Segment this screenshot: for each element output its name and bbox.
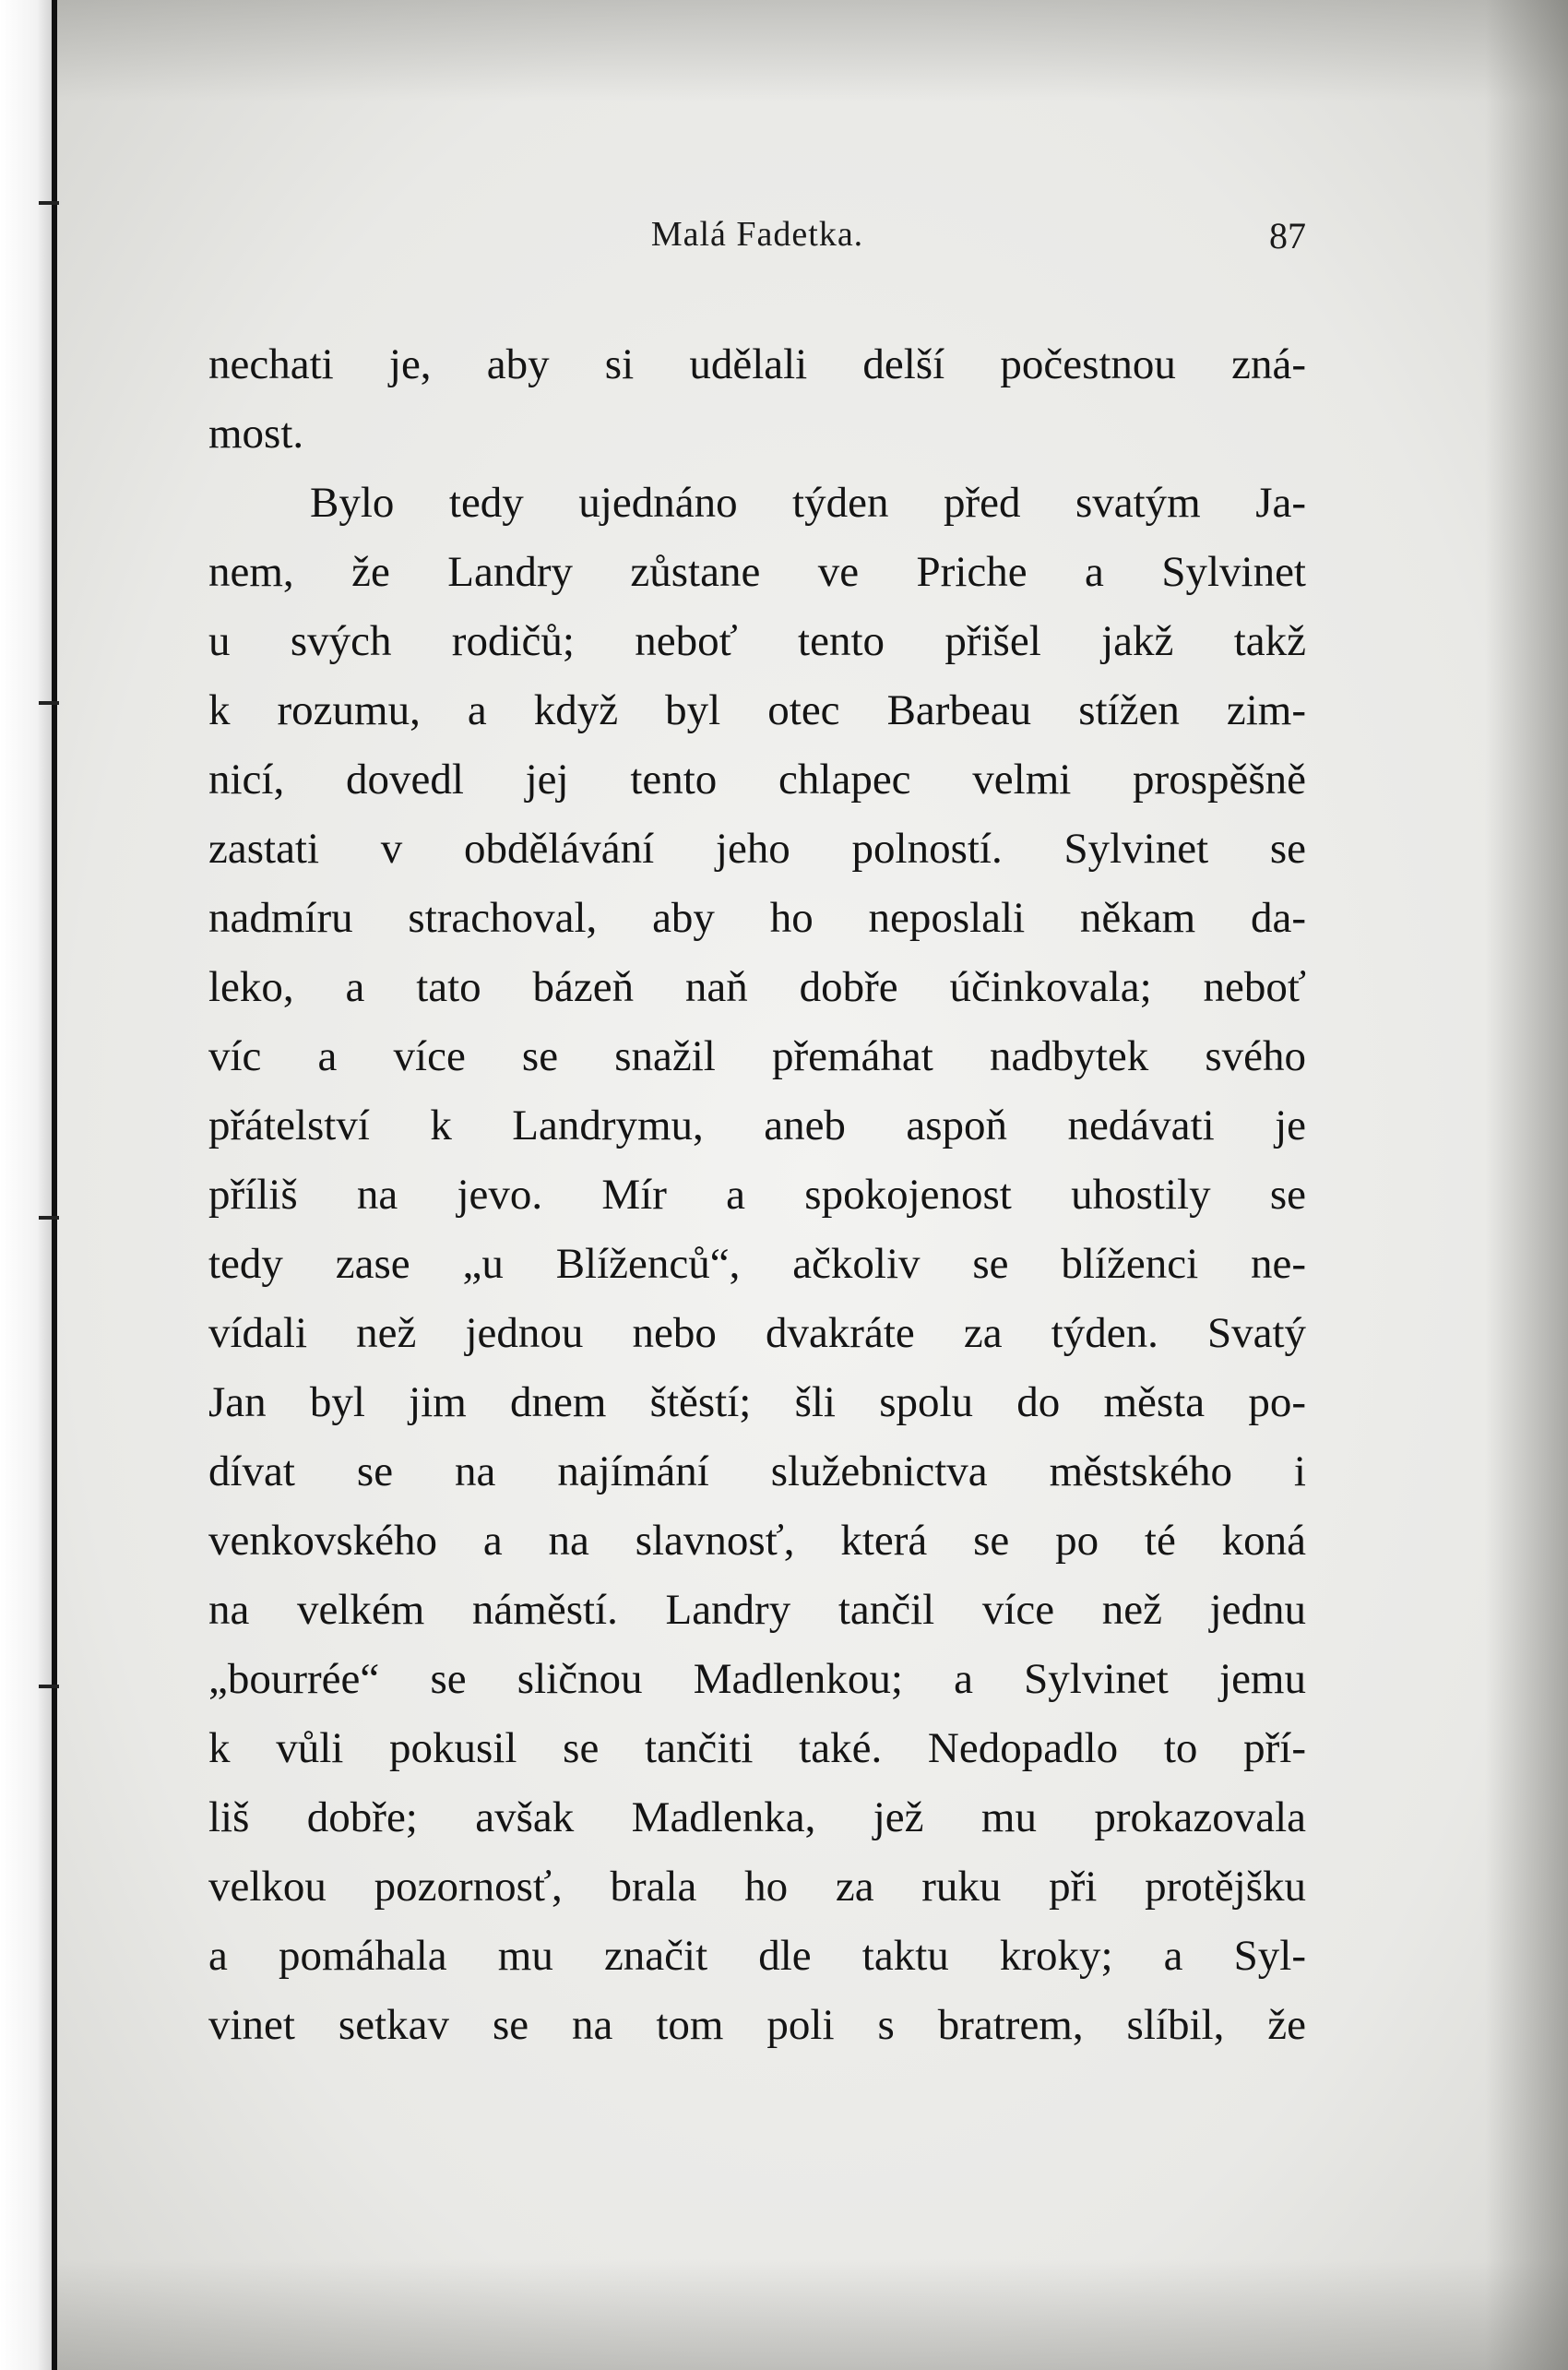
- text-line: nem, že Landry zůstane ve Priche a Sylvinet: [208, 548, 1306, 596]
- text-line: leko, a tato bázeň naň dobře účinkovala; neboť: [208, 963, 1306, 1011]
- book-binding-edge: [0, 0, 57, 2370]
- text-line: zastati v obdělávání jeho polností. Sylvinet se: [208, 825, 1306, 873]
- page-number: 87: [1269, 215, 1306, 256]
- text-line: tedy zase „u Blíženců“, ačkoliv se blíženci ne-: [208, 1240, 1306, 1288]
- text-line: nadmíru strachoval, aby ho neposlali někam da-: [208, 894, 1306, 942]
- text-line: vinet setkav se na tom poli s bratrem, slíbil, že: [208, 2001, 1306, 2049]
- text-line: u svých rodičů; neboť tento přišel jakž takž: [208, 617, 1306, 665]
- text-line: na velkém náměstí. Landry tančil více než jednu: [208, 1586, 1306, 1634]
- scan-shadow-top: [57, 0, 1568, 101]
- page-header: [208, 214, 1306, 269]
- text-line: přátelství k Landrymu, aneb aspoň nedávati je: [208, 1102, 1306, 1149]
- binding-mark: [39, 1216, 59, 1220]
- text-line: liš dobře; avšak Madlenka, jež mu prokazovala: [208, 1793, 1306, 1841]
- book-spine-line: [52, 0, 57, 2370]
- text-line: dívat se na najímání služebnictva městského i: [208, 1447, 1306, 1495]
- text-line: a pomáhala mu značit dle taktu kroky; a Syl-: [208, 1932, 1306, 1980]
- text-line: k rozumu, a když byl otec Barbeau stížen zim-: [208, 686, 1306, 734]
- binding-mark: [39, 201, 59, 205]
- text-line: most.: [208, 410, 304, 458]
- text-line: Jan byl jim dnem štěstí; šli spolu do města po-: [208, 1378, 1306, 1426]
- body-text: [208, 330, 1306, 2060]
- text-line: nechati je, aby si udělali delší počestnou zná-: [208, 340, 1306, 388]
- text-line: venkovského a na slavnosť, která se po té koná: [208, 1517, 1306, 1565]
- text-line: příliš na jevo. Mír a spokojenost uhostily se: [208, 1171, 1306, 1219]
- text-line: „bourrée“ se sličnou Madlenkou; a Sylvinet jemu: [208, 1655, 1306, 1703]
- text-line: k vůli pokusil se tančiti také. Nedopadlo to pří-: [208, 1724, 1306, 1772]
- scan-shadow-right: [1485, 0, 1568, 2370]
- binding-mark: [39, 701, 59, 705]
- running-title: Malá Fadetka.: [650, 215, 864, 254]
- scan-shadow-bottom: [57, 2259, 1568, 2370]
- paragraph-first-line: Bylo tedy ujednáno týden před svatým Ja-: [310, 479, 1306, 527]
- text-line: velkou pozornosť, brala ho za ruku při protějšku: [208, 1863, 1306, 1911]
- text-line: nicí, dovedl jej tento chlapec velmi prospěšně: [208, 756, 1306, 804]
- text-line: vídali než jednou nebo dvakráte za týden. Svatý: [208, 1309, 1306, 1357]
- binding-mark: [39, 1685, 59, 1688]
- text-line: víc a více se snažil přemáhat nadbytek svého: [208, 1032, 1306, 1080]
